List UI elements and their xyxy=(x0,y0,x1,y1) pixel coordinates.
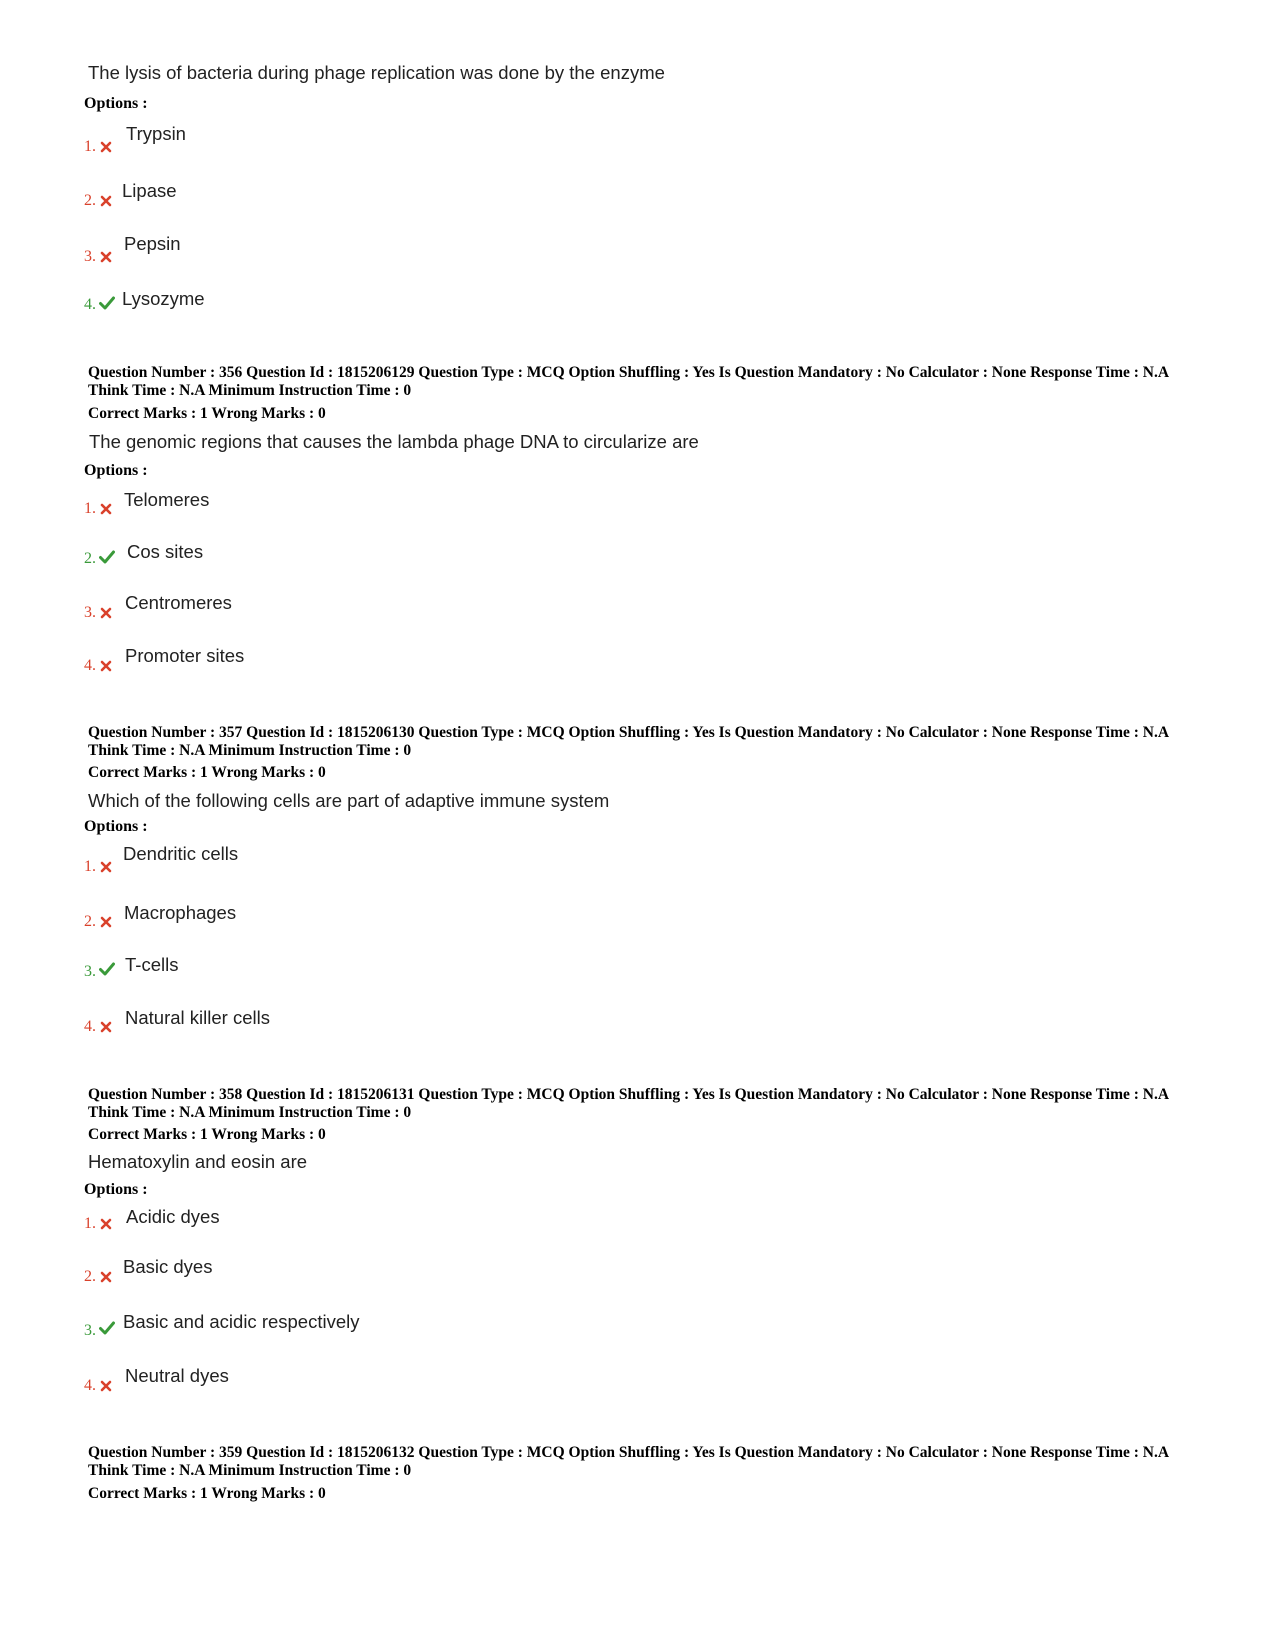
option-number: 3. xyxy=(84,248,96,265)
option-number: 3. xyxy=(84,1322,96,1339)
cross-mark-icon xyxy=(100,861,114,875)
check-mark-icon xyxy=(99,550,113,564)
option-text: Dendritic cells xyxy=(123,843,239,864)
question-text-358: Hematoxylin and eosin are xyxy=(88,1151,308,1172)
option-text: Neutral dyes xyxy=(125,1365,229,1386)
option-number: 2. xyxy=(84,913,96,930)
option-text: Trypsin xyxy=(126,123,186,144)
question-meta-356: Question Number : 356 Question Id : 1815206129 Question Type : MCQ Option Shuffling : Yes Is Question Mandatory : No Calculator : None Response Time : N.A Think Time : N.A Minimum Instruction Time : 0 xyxy=(88,364,1169,399)
option-number: 4. xyxy=(84,296,96,313)
option-number: 2. xyxy=(84,550,96,567)
options-label-358: Options : xyxy=(84,1181,148,1198)
option-text: Promoter sites xyxy=(125,645,245,666)
cross-mark-icon xyxy=(100,1380,114,1394)
cross-mark-icon xyxy=(100,916,114,930)
question-text-355: The lysis of bacteria during phage replication was done by the enzyme xyxy=(88,62,665,83)
option-number: 4. xyxy=(84,1377,96,1394)
option-number: 2. xyxy=(84,1268,96,1285)
cross-mark-icon xyxy=(100,1218,114,1232)
option-number: 2. xyxy=(84,192,96,209)
option-text: T-cells xyxy=(125,954,179,975)
cross-mark-icon xyxy=(100,660,114,674)
question-marks-357: Correct Marks : 1 Wrong Marks : 0 xyxy=(88,764,326,781)
cross-mark-icon xyxy=(100,1271,114,1285)
option-number: 1. xyxy=(84,1215,96,1232)
question-meta-358: Question Number : 358 Question Id : 1815206131 Question Type : MCQ Option Shuffling : Yes Is Question Mandatory : No Calculator : None Response Time : N.A Think Time : N.A Minimum Instruction Time : 0 xyxy=(88,1086,1169,1121)
options-label-355: Options : xyxy=(84,95,148,112)
check-mark-icon xyxy=(99,296,113,310)
option-text: Lipase xyxy=(122,180,177,201)
option-text: Pepsin xyxy=(124,233,181,254)
option-text: Telomeres xyxy=(124,489,210,510)
question-text-356: The genomic regions that causes the lambda phage DNA to circularize are xyxy=(89,431,699,452)
question-meta-357: Question Number : 357 Question Id : 1815206130 Question Type : MCQ Option Shuffling : Yes Is Question Mandatory : No Calculator : None Response Time : N.A Think Time : N.A Minimum Instruction Time : 0 xyxy=(88,724,1169,759)
question-text-357: Which of the following cells are part of adaptive immune system xyxy=(88,790,610,811)
option-text: Acidic dyes xyxy=(126,1206,220,1227)
options-label-357: Options : xyxy=(84,818,148,835)
cross-mark-icon xyxy=(100,1021,114,1035)
check-mark-icon xyxy=(99,1321,113,1335)
option-number: 1. xyxy=(84,138,96,155)
option-number: 4. xyxy=(84,1018,96,1035)
cross-mark-icon xyxy=(100,195,114,209)
option-text: Basic dyes xyxy=(123,1256,213,1277)
question-meta-359: Question Number : 359 Question Id : 1815206132 Question Type : MCQ Option Shuffling : Yes Is Question Mandatory : No Calculator : None Response Time : N.A Think Time : N.A Minimum Instruction Time : 0 xyxy=(88,1444,1169,1479)
option-number: 3. xyxy=(84,963,96,980)
question-marks-358: Correct Marks : 1 Wrong Marks : 0 xyxy=(88,1126,326,1143)
option-text: Macrophages xyxy=(124,902,237,923)
cross-mark-icon xyxy=(100,141,114,155)
option-text: Natural killer cells xyxy=(125,1007,270,1028)
question-marks-359: Correct Marks : 1 Wrong Marks : 0 xyxy=(88,1485,326,1502)
option-number: 3. xyxy=(84,604,96,621)
option-number: 1. xyxy=(84,858,96,875)
options-label-356: Options : xyxy=(84,462,148,479)
option-text: Centromeres xyxy=(125,592,232,613)
question-marks-356: Correct Marks : 1 Wrong Marks : 0 xyxy=(88,405,326,422)
option-number: 4. xyxy=(84,657,96,674)
check-mark-icon xyxy=(99,962,113,976)
option-text: Lysozyme xyxy=(122,288,205,309)
cross-mark-icon xyxy=(100,607,114,621)
cross-mark-icon xyxy=(100,251,114,265)
option-text: Basic and acidic respectively xyxy=(123,1311,360,1332)
cross-mark-icon xyxy=(100,503,114,517)
option-text: Cos sites xyxy=(127,541,204,562)
option-number: 1. xyxy=(84,500,96,517)
